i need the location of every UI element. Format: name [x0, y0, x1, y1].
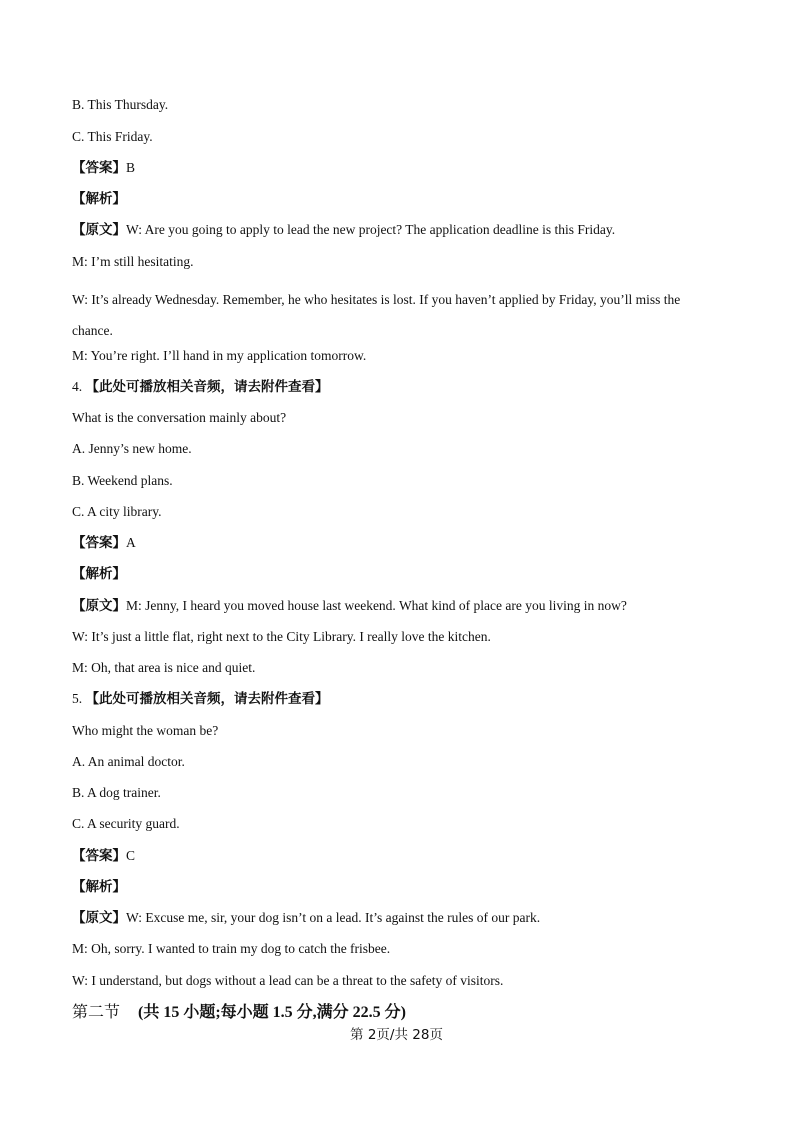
q3-answer: [72, 159, 135, 177]
q3-transcript-4: M: You’re right. I’ll hand in my application tomorrow.: [72, 348, 367, 363]
q4-question: What is the conversation mainly about?: [72, 410, 287, 425]
q5-option-c: C. A security guard.: [72, 816, 180, 831]
q5-answer: [72, 847, 135, 865]
q4-transcript-1: [72, 597, 627, 615]
q4-transcript-2: W: It’s just a little flat, right next to the City Library. I really love the kitchen.: [72, 629, 491, 644]
audio-note: 【此处可播放相关音频，请去附件查看】: [85, 691, 329, 707]
q3-transcript-1: [72, 221, 615, 239]
audio-note: 【此处可播放相关音频，请去附件查看】: [85, 379, 329, 395]
q5-option-b: B. A dog trainer.: [72, 785, 161, 800]
q5-header: [72, 690, 329, 708]
q5-option-a: A. An animal doctor.: [72, 754, 185, 769]
answer-value: C: [126, 848, 136, 863]
q4-analysis-label: [72, 565, 126, 583]
answer-label: 【答案】: [72, 160, 126, 176]
answer-label: 【答案】: [72, 535, 126, 551]
q4-option-b: B. Weekend plans.: [72, 473, 173, 488]
q3-transcript-3: W: It’s already Wednesday. Remember, he who hesitates is lost. If you haven’t applied by Friday, you’ll miss the chance.: [72, 292, 681, 338]
q4-header: [72, 378, 329, 396]
q4-option-c: C. A city library.: [72, 504, 162, 519]
page-number: 第 2页/共 28页: [350, 1027, 443, 1043]
answer-value: A: [126, 535, 136, 550]
q5-transcript-3: W: I understand, but dogs without a lead can be a threat to the safety of visitors.: [72, 973, 504, 988]
question-number: 4.: [72, 379, 83, 394]
analysis-label: 【解析】: [72, 566, 126, 582]
q3-option-c: C. This Friday.: [72, 129, 153, 144]
transcript-label: 【原文】: [72, 910, 126, 926]
transcript-label: 【原文】: [72, 598, 126, 614]
question-number: 5.: [72, 691, 83, 706]
page-footer: [0, 1026, 793, 1044]
transcript-text: W: Are you going to apply to lead the new project? The application deadline is this Friday.: [126, 222, 616, 237]
section-heading: [72, 1002, 406, 1023]
transcript-text: W: Excuse me, sir, your dog isn’t on a lead. It’s against the rules of our park.: [126, 910, 541, 925]
q5-transcript-1: [72, 909, 540, 927]
q5-transcript-2: M: Oh, sorry. I wanted to train my dog to catch the frisbee.: [72, 941, 391, 956]
q4-answer: [72, 534, 136, 552]
analysis-label: 【解析】: [72, 879, 126, 895]
analysis-label: 【解析】: [72, 191, 126, 207]
q5-question: Who might the woman be?: [72, 723, 219, 738]
q4-transcript-3: M: Oh, that area is nice and quiet.: [72, 660, 256, 675]
transcript-text: M: Jenny, I heard you moved house last weekend. What kind of place are you living in now?: [126, 598, 627, 613]
transcript-label: 【原文】: [72, 222, 126, 238]
q3-option-b: B. This Thursday.: [72, 97, 169, 112]
q5-analysis-label: [72, 878, 126, 896]
section-title: 第二节: [72, 1002, 121, 1021]
answer-label: 【答案】: [72, 848, 126, 864]
q3-analysis-label: [72, 190, 126, 208]
q4-option-a: A. Jenny’s new home.: [72, 441, 192, 456]
q3-transcript-2: M: I’m still hesitating.: [72, 254, 194, 269]
section-detail: (共 15 小题;每小题 1.5 分,满分 22.5 分): [138, 1004, 407, 1021]
answer-value: B: [126, 160, 136, 175]
